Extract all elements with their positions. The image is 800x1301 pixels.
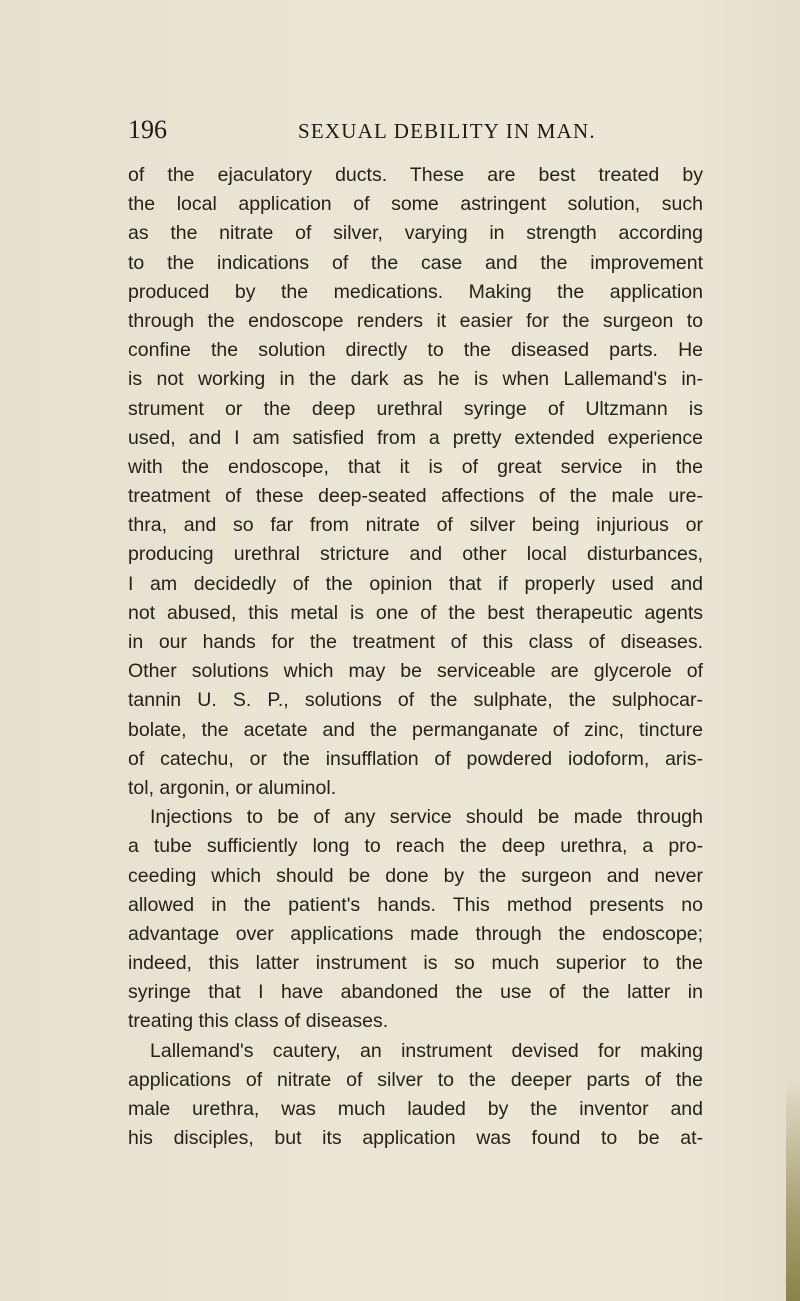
text-line: advantage over applications made through the endoscope; xyxy=(128,922,703,945)
text-line: is not working in the dark as he is when Lallemand's in- xyxy=(128,368,703,391)
text-line: male urethra, was much lauded by the inventor and xyxy=(128,1098,703,1120)
text-line: confine the solution directly to the diseased parts. He xyxy=(128,339,703,362)
text-line: through the endoscope renders it easier for the surgeon to xyxy=(128,309,703,332)
text-line: producing urethral stricture and other local disturbances, xyxy=(128,543,703,566)
text-line: indeed, this latter instrument is so much superior to the xyxy=(128,952,703,975)
text-line: with the endoscope, that it is of great service in the xyxy=(128,455,703,478)
text-line: bolate, the acetate and the permanganate of zinc, tincture xyxy=(128,718,703,741)
text-line: ceeding which should be done by the surgeon and never xyxy=(128,864,703,887)
text-line: his disciples, but its application was found to be at- xyxy=(128,1127,703,1150)
text-line: to the indications of the case and the improvement xyxy=(128,251,703,274)
text-line: of catechu, or the insufflation of powdered iodoform, aris- xyxy=(128,747,703,770)
text-line: a tube sufficiently long to reach the deep urethra, a pro- xyxy=(128,835,703,858)
body-text xyxy=(128,161,703,1153)
text-line: I am decidedly of the opinion that if properly used and xyxy=(128,572,703,595)
page-number: 196 xyxy=(128,115,167,144)
text-line: strument or the deep urethral syringe of Ultzmann is xyxy=(128,397,703,420)
paragraph-start-line: Injections to be of any service should be made through xyxy=(150,806,703,829)
text-line: treatment of these deep-seated affections of the male ure- xyxy=(128,485,703,508)
text-line: thra, and so far from nitrate of silver being injurious or xyxy=(128,514,703,537)
text-line: used, and I am satisfied from a pretty extended experience xyxy=(128,426,703,449)
text-line: the local application of some astringent solution, such xyxy=(128,193,703,216)
page-header xyxy=(128,112,703,148)
text-line: allowed in the patient's hands. This method presents no xyxy=(128,893,703,916)
text-line: applications of nitrate of silver to the deeper parts of the xyxy=(128,1068,703,1091)
text-line: tannin U. S. P., solutions of the sulphate, the sulphocar- xyxy=(128,689,703,712)
text-line: Other solutions which may be serviceable are glycerole of xyxy=(128,660,703,683)
text-line: of the ejaculatory ducts. These are best treated by xyxy=(128,164,703,186)
page-edge-stain xyxy=(786,1080,800,1301)
text-line: as the nitrate of silver, varying in strength according xyxy=(128,222,703,245)
text-line: not abused, this metal is one of the best therapeutic agents xyxy=(128,601,703,624)
paragraph-end-line: tol, argonin, or aluminol. xyxy=(128,776,337,799)
text-line: produced by the medications. Making the application xyxy=(128,280,703,303)
text-line: in our hands for the treatment of this class of diseases. xyxy=(128,631,703,653)
running-head: SEXUAL DEBILITY IN MAN. xyxy=(298,119,596,143)
paragraph-start-line: Lallemand's cautery, an instrument devised for making xyxy=(150,1039,703,1062)
text-line: syringe that I have abandoned the use of the latter in xyxy=(128,981,703,1004)
paragraph-end-line: treating this class of diseases. xyxy=(128,1010,389,1033)
